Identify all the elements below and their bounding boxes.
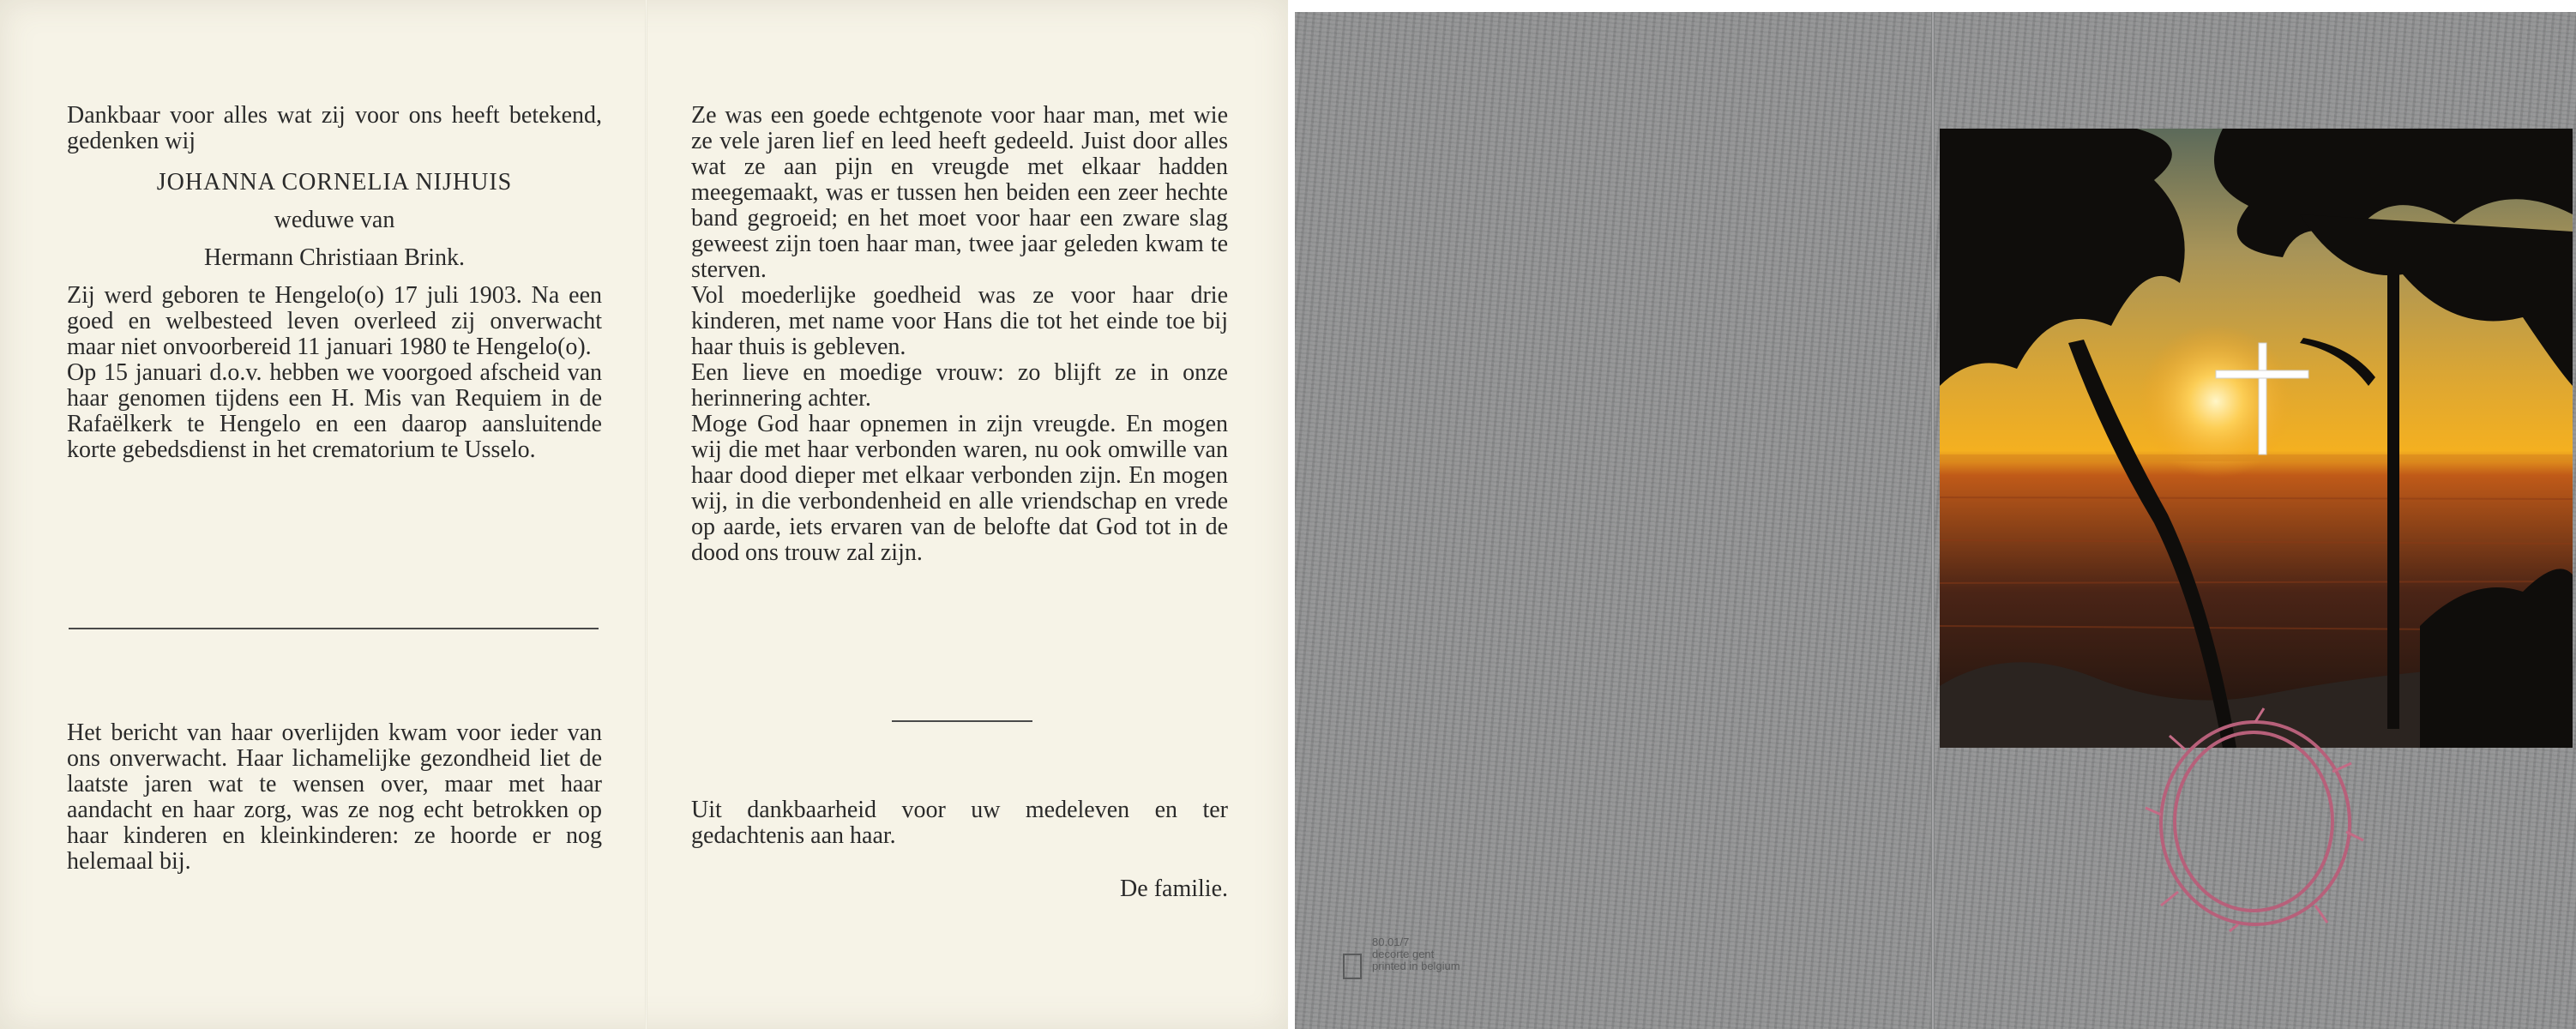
death-news-text: Het bericht van haar overlijden kwam voor ieder van ons onverwacht. Haar lichamelijke gezondheid liet de laatste jaren wat te wensen over, maar met haar aandacht en haar zorg, was ze nog echt betrokken op haar kinderen en kleinkinderen: ze hoorde er nog helemaal bij. [67, 719, 602, 875]
prayer-text: Moge God haar opnemen in zijn vreugde. En mogen wij die met haar verbonden waren, nu ook omwille van haar dood dieper met elkaar verbonden zijn. En mogen wij, in die verbondenheid en alle vriendschap en vrede op aarde, iets ervaren van de belofte dat God tot in de dood ons trouw zal zijn. [691, 411, 1228, 566]
publisher-text [1372, 936, 1460, 972]
inside-left-panel [67, 103, 602, 463]
publisher-code: 80.01/7 [1372, 936, 1410, 948]
sunset-trees-image [1940, 129, 2573, 748]
publisher-logo-icon [1343, 954, 1362, 979]
signature-text: De familie. [1120, 876, 1228, 902]
memory-text: Een lieve en moedige vrouw: zo blijft ze in onze herinnering achter. [691, 359, 1228, 412]
inside-right-lower-panel [691, 797, 1228, 902]
publisher-mark [1343, 936, 1514, 988]
publisher-printed-note: printed in belgium [1372, 960, 1460, 972]
publisher-name: decorte gent [1372, 948, 1435, 960]
spouse-name: Hermann Christiaan Brink. [203, 244, 466, 271]
inside-right-panel [691, 103, 1228, 566]
wife-text: Ze was een goede echtgenote voor haar man, met wie ze vele jaren lief en leed heeft gedeeld. Juist door alles wat ze aan pijn en vreugde met elkaar hadden meegemaakt, was er tussen hen beiden een zeer hechte band gegroeid; en het moet voor haar een zware slag geweest zijn toen haar man, twee jaar geleden kwam te sterven. [691, 102, 1228, 283]
inside-fold-line [645, 0, 647, 1029]
sunset-photo [1940, 129, 2573, 748]
inside-left-lower-panel [67, 720, 602, 875]
deceased-name: JOHANNA CORNELIA NIJHUIS [156, 169, 513, 196]
relation-text: weduwe van [274, 207, 395, 233]
funeral-text: Op 15 januari d.o.v. hebben we voorgoed afscheid van haar genomen tijdens een H. Mis van Requiem in de Rafaëlkerk te Hengelo en een daarop aansluitende korte gebedsdienst in het crematorium te Usselo. [67, 359, 602, 463]
cover-fold-line [1931, 12, 1935, 1029]
divider-line-left [69, 628, 599, 629]
intro-text: Dankbaar voor alles wat zij voor ons heeft betekend, gedenken wij [67, 102, 602, 154]
crown-of-thorns-emblem [2144, 703, 2367, 935]
thanks-text: Uit dankbaarheid voor uw medeleven en ter gedachtenis aan haar. [691, 797, 1228, 849]
mother-text: Vol moederlijke goedheid was ze voor haar drie kinderen, met name voor Hans die tot het einde toe bij haar thuis is gebleven. [691, 282, 1228, 360]
birth-death-text: Zij werd geboren te Hengelo(o) 17 juli 1903. Na een goed en welbesteed leven overleed zij onverwacht maar niet onvoorbereid 11 januari 1980 te Hengelo(o). [67, 282, 602, 360]
divider-line-right [892, 720, 1032, 722]
